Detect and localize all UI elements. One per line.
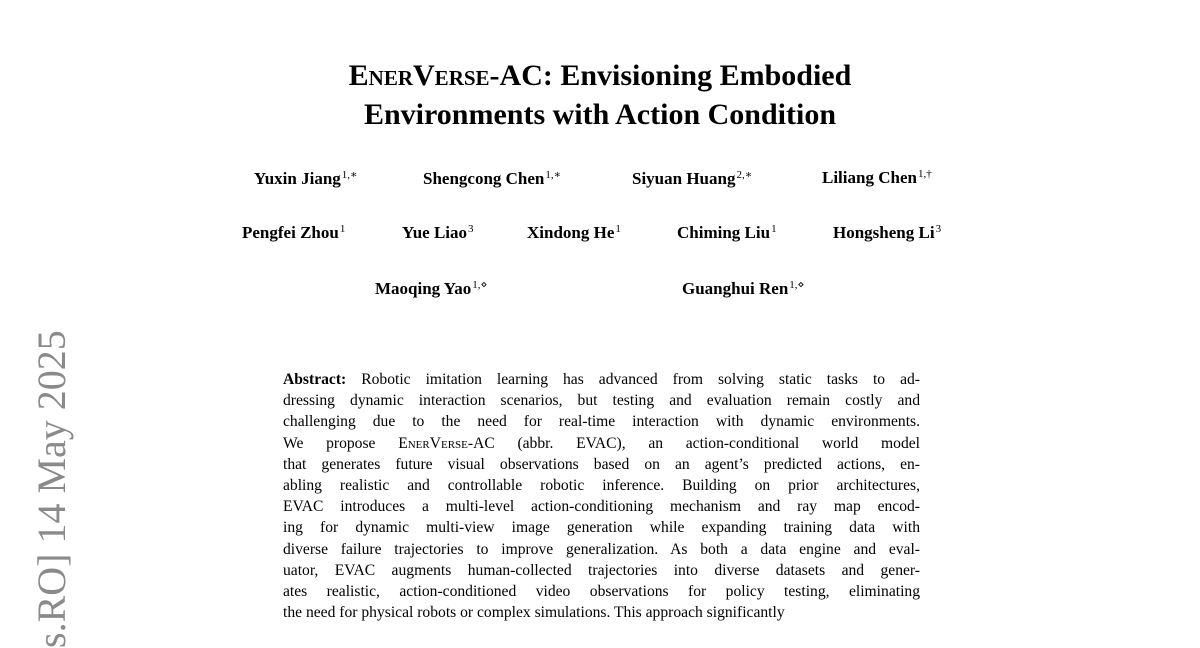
title-line-1-rest: -AC: Envisioning Embodied: [489, 59, 852, 92]
abstract-line: that generates future visual observations based on an agent’s predicted actions, en-: [283, 455, 920, 473]
author: Siyuan Huang$^{2,∗}$: [632, 169, 753, 188]
abstract-line: Abstract: Robotic imitation learning has advanced from solving static tasks to ad-: [283, 371, 920, 388]
abstract-line: diverse failure trajectories to improve generalization. As both a data engine and eval-: [283, 540, 920, 558]
abstract: [283, 369, 920, 623]
abstract-line: uator, EVAC augments human-collected trajectories into diverse datasets and gener-: [283, 561, 920, 579]
title-line-1: [0, 56, 1200, 95]
abstract-line: challenging due to the need for real-time interaction with dynamic environments.: [283, 413, 920, 431]
title-line-2: Environments with Action Condition: [363, 98, 837, 131]
abstract-label: Abstract:: [283, 371, 347, 388]
paper-title: [0, 56, 1200, 134]
arxiv-stamp: s.RO] 14 May 2025: [29, 330, 74, 648]
abstract-line: the need for physical robots or complex simulations. This approach significantly: [283, 604, 785, 622]
author: Guanghui Ren$^{1,⋄}$: [682, 279, 805, 298]
author: Yue Liao$^3$: [402, 223, 474, 242]
author: Maoqing Yao$^{1,⋄}$: [375, 279, 488, 298]
author: Pengfei Zhou$^1$: [242, 223, 346, 242]
abstract-line: abling realistic and controllable robotic inference. Building on prior architectures,: [283, 477, 920, 495]
abstract-line: dressing dynamic interaction scenarios, but testing and evaluation remain costly and: [283, 392, 920, 410]
abstract-line: ing for dynamic multi-view image generation while expanding training data with: [283, 519, 920, 537]
abstract-line: ates realistic, action-conditioned video observations for policy testing, eliminating: [283, 583, 920, 601]
author: Liliang Chen$^{1,\dagger}$: [822, 168, 932, 187]
author: Hongsheng Li$^3$: [833, 223, 942, 242]
title-smallcaps: EnerVerse: [348, 59, 490, 92]
abstract-line: EVAC introduces a multi-level action-conditioning mechanism and ray map encod-: [283, 498, 920, 516]
author: Chiming Liu$^1$: [677, 223, 777, 242]
author: Xindong He$^1$: [527, 223, 621, 242]
abstract-line: We propose EnerVerse-AC (abbr. EVAC), an action-conditional world model: [283, 434, 920, 452]
author: Yuxin Jiang$^{1,∗}$: [254, 169, 358, 188]
author: Shengcong Chen$^{1,∗}$: [423, 169, 562, 188]
